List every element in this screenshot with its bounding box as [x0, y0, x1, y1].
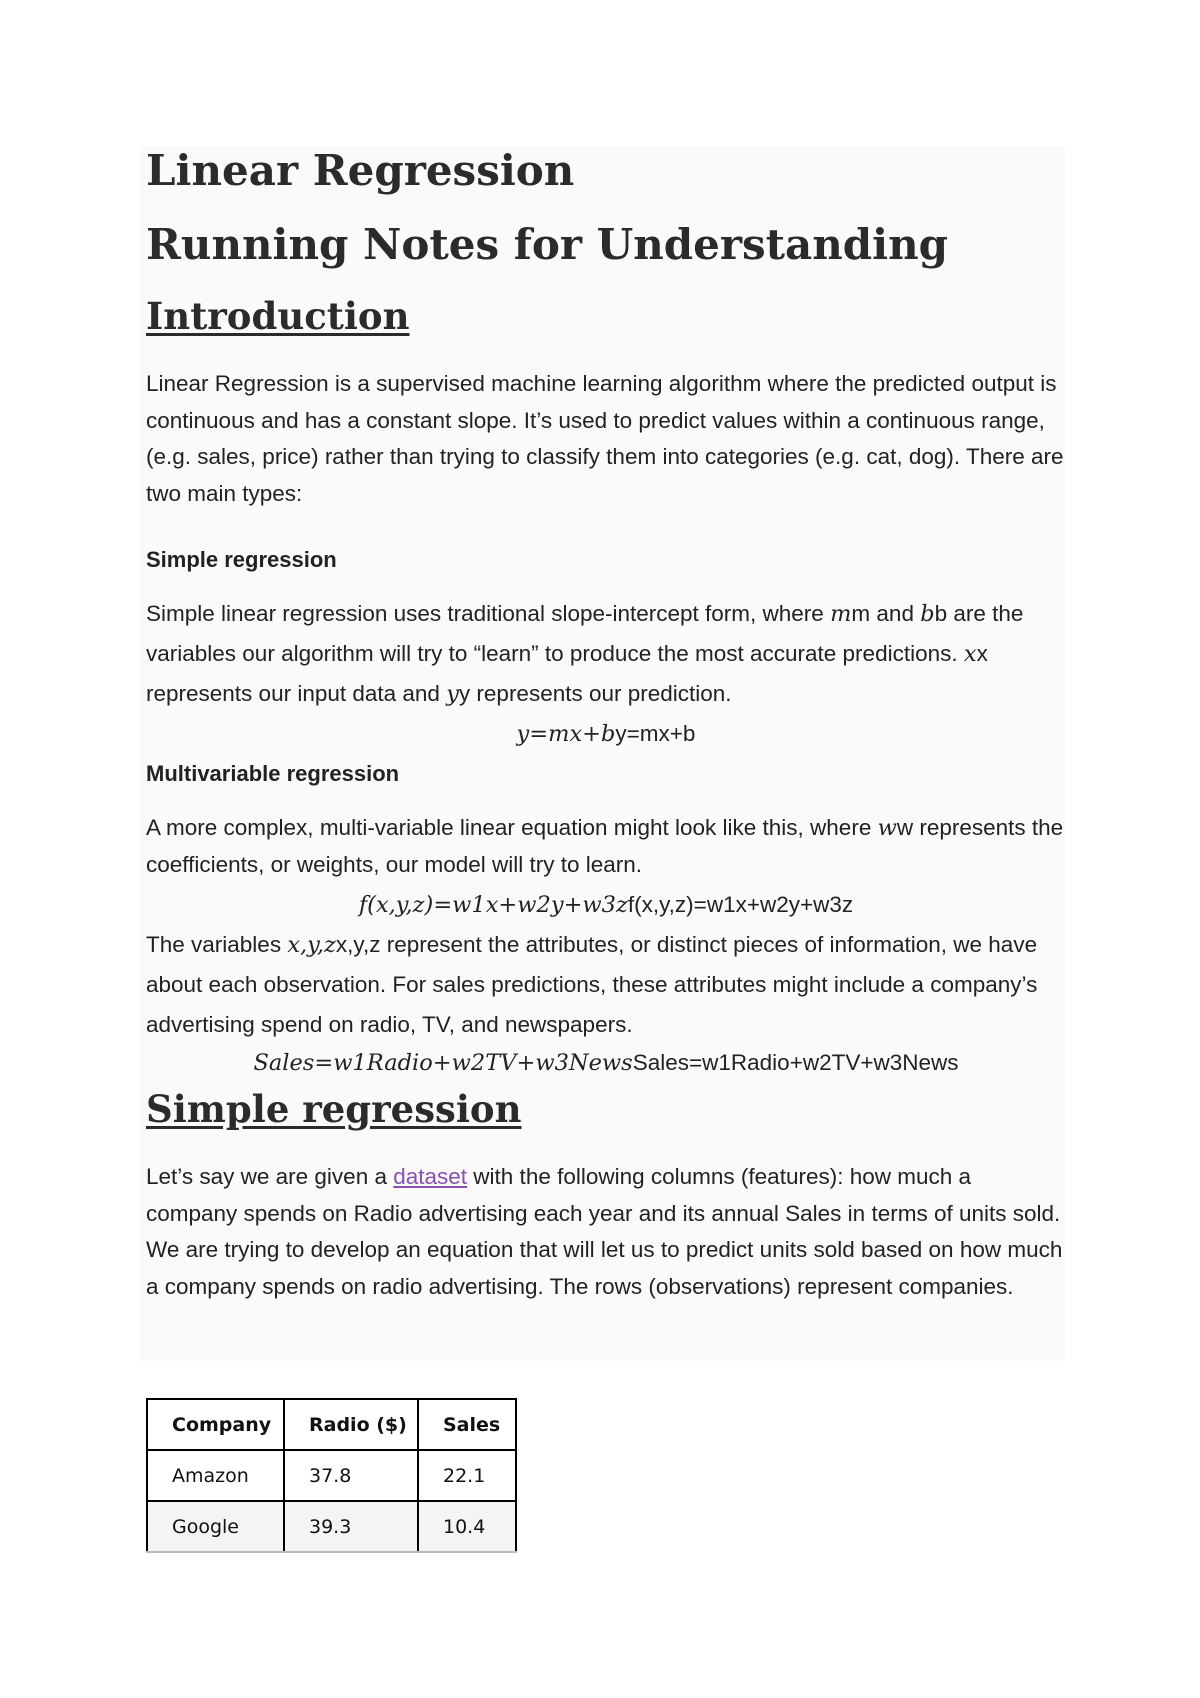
multivariable-equation — [146, 887, 1066, 923]
math-b: b — [920, 601, 935, 627]
cell-sales: 22.1 — [418, 1450, 516, 1501]
page-title: Linear Regression — [146, 146, 575, 195]
document-body — [146, 140, 1066, 1305]
multivariable-paragraph — [146, 810, 1066, 883]
text-xyz: x,y,z — [335, 932, 381, 957]
data-table — [146, 1398, 517, 1553]
text-b: b — [934, 601, 948, 626]
cell-company: Amazon — [147, 1450, 284, 1501]
text-span: and — [870, 601, 921, 626]
equation-text: Sales=w1Radio+w2TV+w3News — [632, 1050, 959, 1075]
math-y: y — [446, 681, 459, 707]
text-w: w — [896, 815, 914, 840]
math-x: x — [963, 641, 977, 667]
attributes-paragraph — [146, 925, 1066, 1045]
text-span: Let’s say we are given a — [146, 1164, 394, 1189]
text-x: x — [976, 641, 988, 666]
simple-equation — [146, 716, 1066, 752]
text-span: represent the attributes, or distinct pieces of information, we have about each observation. For sales predictions, these attributes might include a company’s advertising spend on radio, TV, and newspapers. — [146, 932, 1038, 1037]
text-span: are the variables our algorithm will try to “learn” to produce the most accurate predictions. — [146, 601, 1024, 666]
text-span: The variables — [146, 932, 288, 957]
header-radio: Radio ($) — [284, 1399, 418, 1450]
simple-regression-subheading: Simple regression — [146, 547, 337, 572]
table-header-row — [147, 1399, 516, 1450]
intro-paragraph: Linear Regression is a supervised machine learning algorithm where the predicted output is continuous and has a constant slope. It’s used to predict values within a continuous range, (e.g. sales, price) rather than trying to classify them into categories (e.g. cat, dog). There are two main types: — [146, 371, 1064, 506]
text-span: A more complex, multi-variable linear equation might look like this, where — [146, 815, 878, 840]
page-subtitle: Running Notes for Understanding — [146, 220, 949, 269]
simple-regression-heading: Simple regression — [146, 1087, 522, 1131]
text-span: with the following columns (features): how much a company spends on Radio advertising each year and its annual Sales in terms of units sold. We are trying to develop an equation that will let us to predict units sold based on how much a company spends on radio advertising. The rows (observations) represent companies. — [146, 1164, 1063, 1299]
cell-radio: 37.8 — [284, 1450, 418, 1501]
math-m: m — [830, 601, 852, 627]
text-y: y — [458, 681, 471, 706]
equation-text: f(x,y,z)=w1x+w2y+w3z — [627, 892, 854, 917]
text-span: Simple linear regression uses traditional slope-intercept form, where — [146, 601, 831, 626]
cell-sales: 10.4 — [418, 1501, 516, 1552]
math-w: w — [877, 815, 897, 841]
text-span: represents our input data and — [146, 681, 447, 706]
cell-radio: 39.3 — [284, 1501, 418, 1552]
introduction-heading: Introduction — [146, 294, 410, 338]
table-row — [147, 1501, 516, 1552]
header-company: Company — [147, 1399, 284, 1450]
text-span: represents our prediction. — [470, 681, 732, 706]
dataset-link[interactable]: dataset — [393, 1164, 468, 1189]
simple-regression-paragraph — [146, 594, 1066, 714]
table-row — [147, 1450, 516, 1501]
multivariable-regression-subheading: Multivariable regression — [146, 761, 400, 786]
math-xyz: x,y,z — [287, 932, 336, 958]
text-m: m — [851, 601, 871, 626]
equation-math: f(x,y,z)=w1x+w2y+w3z — [358, 892, 628, 918]
text-span: represents the coefficients, or weights, our model will try to learn. — [146, 815, 1064, 877]
header-sales: Sales — [418, 1399, 516, 1450]
equation-text: y=mx+b — [615, 721, 696, 746]
dataset-paragraph — [146, 1159, 1066, 1305]
equation-math: Sales=w1Radio+w2TV+w3News — [253, 1050, 633, 1076]
equation-math: y=mx+b — [516, 721, 616, 747]
cell-company: Google — [147, 1501, 284, 1552]
sales-equation — [146, 1045, 1066, 1081]
